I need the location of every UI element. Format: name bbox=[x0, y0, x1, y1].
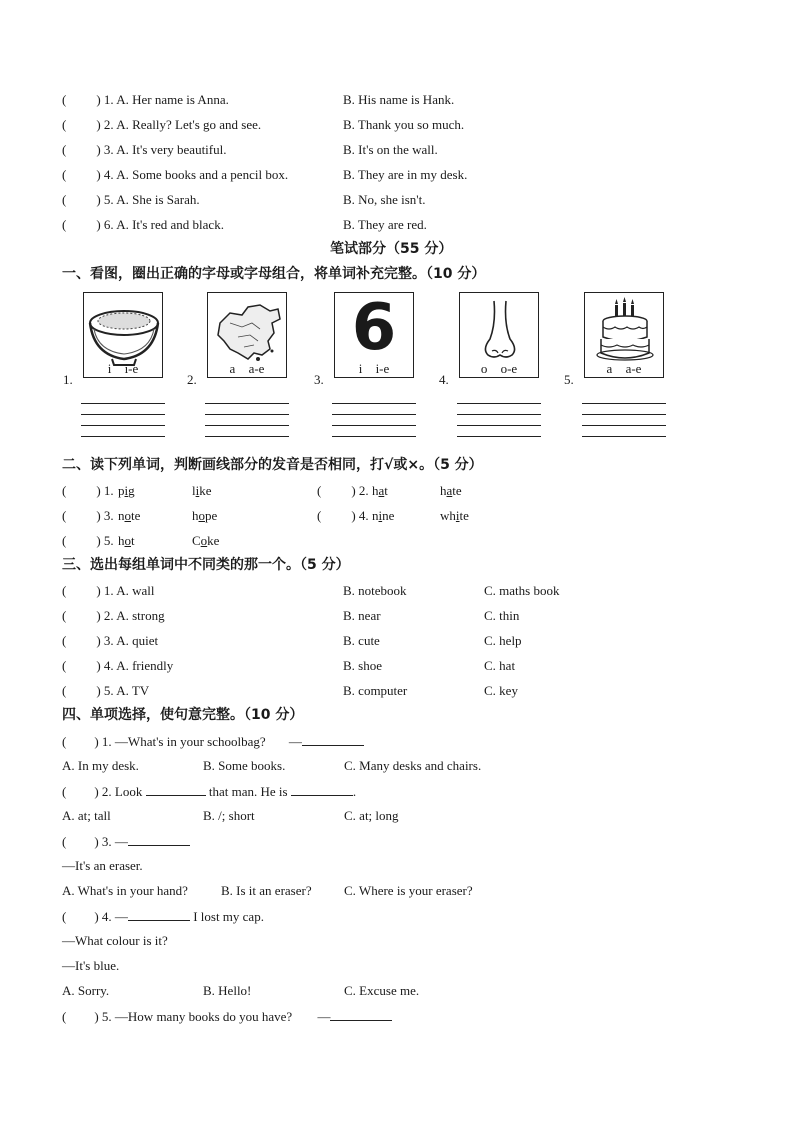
dash: — bbox=[317, 1009, 331, 1024]
option-a: ) 1. A. wall bbox=[96, 583, 155, 598]
option-a: ) 5. A. TV bbox=[96, 683, 150, 698]
written-part-title: 笔试部分（55 分） bbox=[330, 241, 453, 257]
answer-blank[interactable] bbox=[330, 1008, 392, 1021]
listening-question bbox=[62, 217, 224, 233]
item-number: ) 2. bbox=[351, 483, 369, 498]
number-six-glyph: 6 bbox=[351, 291, 397, 365]
letter-options[interactable]: a a-e bbox=[229, 361, 265, 376]
option-a: ) 3. A. It's very beautiful. bbox=[96, 142, 227, 157]
option-c: C. Where is your eraser? bbox=[344, 883, 473, 898]
bracket-open: ( bbox=[62, 734, 67, 749]
option-a: ) 4. A. friendly bbox=[96, 658, 174, 673]
question-stem: ) 4. — bbox=[94, 909, 128, 924]
pronunciation-item bbox=[62, 483, 114, 499]
bracket-open: ( bbox=[62, 633, 67, 648]
question-4-1 bbox=[62, 733, 364, 750]
word-2: hate bbox=[440, 483, 462, 498]
writing-lines[interactable] bbox=[582, 393, 666, 437]
bracket-open: ( bbox=[62, 217, 67, 232]
listening-question bbox=[62, 192, 200, 208]
bracket-open: ( bbox=[317, 508, 322, 523]
question-4-2 bbox=[62, 783, 356, 800]
letter-options[interactable]: i i-e bbox=[358, 361, 390, 376]
dialog-line: —What colour is it? bbox=[62, 933, 168, 948]
pronunciation-item bbox=[317, 508, 369, 524]
option-b: B. Hello! bbox=[203, 983, 252, 998]
picture-card bbox=[83, 292, 163, 378]
option-c: C. thin bbox=[484, 608, 520, 623]
word-2: like bbox=[192, 483, 212, 498]
option-a: A. Sorry. bbox=[62, 983, 110, 998]
classify-item bbox=[62, 608, 165, 624]
letter-options[interactable]: o o-e bbox=[480, 361, 518, 376]
pronunciation-item bbox=[62, 533, 114, 549]
listening-question bbox=[62, 167, 288, 183]
bracket-open: ( bbox=[62, 683, 67, 698]
word-2: white bbox=[440, 508, 469, 523]
option-b: B. No, she isn't. bbox=[343, 192, 426, 207]
answer-blank[interactable] bbox=[302, 733, 364, 746]
option-a: ) 6. A. It's red and black. bbox=[96, 217, 224, 232]
bracket-open: ( bbox=[62, 1009, 67, 1024]
item-number: ) 3. bbox=[96, 508, 114, 523]
option-b: B. They are in my desk. bbox=[343, 167, 468, 182]
period: . bbox=[352, 784, 357, 799]
question-stem: ) 2. Look bbox=[94, 784, 143, 799]
listening-question bbox=[62, 117, 261, 133]
picture-number: 2. bbox=[187, 372, 197, 387]
section1-title: 一、看图，圈出正确的字母或字母组合，将单词补充完整。（10 分） bbox=[62, 266, 486, 282]
listening-question bbox=[62, 92, 229, 108]
question-stem: ) 1. —What's in your schoolbag? bbox=[94, 734, 266, 749]
dash: — bbox=[288, 734, 302, 749]
bracket-open: ( bbox=[62, 167, 67, 182]
picture-card bbox=[334, 292, 414, 378]
option-a: ) 4. A. Some books and a pencil box. bbox=[96, 167, 289, 182]
option-a: ) 2. A. strong bbox=[96, 608, 165, 623]
word-2: hope bbox=[192, 508, 218, 523]
bracket-open: ( bbox=[62, 117, 67, 132]
option-b: B. It's on the wall. bbox=[343, 142, 438, 157]
option-c: C. maths book bbox=[484, 583, 560, 598]
dialog-line: —It's blue. bbox=[62, 958, 120, 973]
classify-item bbox=[62, 683, 149, 699]
option-c: C. key bbox=[484, 683, 518, 698]
answer-blank[interactable] bbox=[146, 783, 206, 796]
word-1: note bbox=[118, 508, 141, 523]
option-b: B. His name is Hank. bbox=[343, 92, 455, 107]
option-b: B. computer bbox=[343, 683, 408, 698]
question-stem-2: that man. He is bbox=[208, 784, 288, 799]
question-stem-2: I lost my cap. bbox=[193, 909, 264, 924]
option-c: C. at; long bbox=[344, 808, 399, 823]
item-number: ) 1. bbox=[96, 483, 114, 498]
option-b: B. Is it an eraser? bbox=[221, 883, 312, 898]
option-b: B. cute bbox=[343, 633, 380, 648]
letter-options[interactable]: a a-e bbox=[606, 361, 642, 376]
bracket-open: ( bbox=[62, 658, 67, 673]
bracket-open: ( bbox=[62, 784, 67, 799]
answer-blank[interactable] bbox=[291, 783, 353, 796]
picture-card bbox=[584, 292, 664, 378]
question-4-3 bbox=[62, 833, 190, 850]
picture-card bbox=[207, 292, 287, 378]
word-2: Coke bbox=[192, 533, 220, 548]
option-a: ) 1. A. Her name is Anna. bbox=[96, 92, 229, 107]
item-number: ) 5. bbox=[96, 533, 114, 548]
classify-item bbox=[62, 583, 154, 599]
classify-item bbox=[62, 633, 158, 649]
bracket-open: ( bbox=[62, 583, 67, 598]
word-1: pig bbox=[118, 483, 135, 498]
bracket-open: ( bbox=[62, 92, 67, 107]
option-c: C. hat bbox=[484, 658, 516, 673]
option-a: A. at; tall bbox=[62, 808, 111, 823]
picture-number: 5. bbox=[564, 372, 574, 387]
section2-title: 二、读下列单词，判断画线部分的发音是否相同，打√或×。（5 分） bbox=[62, 457, 483, 473]
answer-blank[interactable] bbox=[128, 833, 190, 846]
option-b: B. Thank you so much. bbox=[343, 117, 465, 132]
question-4-4 bbox=[62, 908, 264, 925]
option-a: ) 3. A. quiet bbox=[96, 633, 159, 648]
bracket-open: ( bbox=[317, 483, 322, 498]
option-c: C. Excuse me. bbox=[344, 983, 420, 998]
dialog-line: —It's an eraser. bbox=[62, 858, 143, 873]
writing-lines[interactable] bbox=[332, 393, 416, 437]
picture-number: 3. bbox=[314, 372, 324, 387]
option-a: ) 2. A. Really? Let's go and see. bbox=[96, 117, 262, 132]
option-b: B. near bbox=[343, 608, 381, 623]
picture-card bbox=[459, 292, 539, 378]
writing-lines[interactable] bbox=[81, 393, 165, 437]
pronunciation-item bbox=[317, 483, 369, 499]
picture-number: 4. bbox=[439, 372, 449, 387]
bracket-open: ( bbox=[62, 533, 67, 548]
word-1: hat bbox=[372, 483, 388, 498]
question-stem: ) 3. — bbox=[94, 834, 128, 849]
section3-title: 三、选出每组单词中不同类的那一个。（5 分） bbox=[62, 557, 350, 573]
word-1: nine bbox=[372, 508, 395, 523]
bracket-open: ( bbox=[62, 192, 67, 207]
bracket-open: ( bbox=[62, 508, 67, 523]
question-4-5 bbox=[62, 1008, 392, 1025]
option-b: B. /; short bbox=[203, 808, 255, 823]
bracket-open: ( bbox=[62, 909, 67, 924]
item-number: ) 4. bbox=[351, 508, 369, 523]
option-b: B. shoe bbox=[343, 658, 382, 673]
option-a: A. What's in your hand? bbox=[62, 883, 188, 898]
bracket-open: ( bbox=[62, 608, 67, 623]
listening-question bbox=[62, 142, 227, 158]
option-a: A. In my desk. bbox=[62, 758, 139, 773]
section4-title: 四、单项选择，使句意完整。（10 分） bbox=[62, 707, 304, 723]
option-a: ) 5. A. She is Sarah. bbox=[96, 192, 200, 207]
question-stem: ) 5. —How many books do you have? bbox=[94, 1009, 293, 1024]
option-b: B. They are red. bbox=[343, 217, 427, 232]
bracket-open: ( bbox=[62, 483, 67, 498]
writing-lines[interactable] bbox=[457, 393, 541, 437]
answer-blank[interactable] bbox=[128, 908, 190, 921]
option-b: B. Some books. bbox=[203, 758, 286, 773]
classify-item bbox=[62, 658, 173, 674]
bracket-open: ( bbox=[62, 142, 67, 157]
word-1: hot bbox=[118, 533, 135, 548]
option-c: C. help bbox=[484, 633, 522, 648]
picture-number: 1. bbox=[63, 372, 73, 387]
pronunciation-item bbox=[62, 508, 114, 524]
bracket-open: ( bbox=[62, 834, 67, 849]
option-b: B. notebook bbox=[343, 583, 407, 598]
writing-lines[interactable] bbox=[205, 393, 289, 437]
letter-options[interactable]: i i-e bbox=[107, 361, 139, 376]
option-c: C. Many desks and chairs. bbox=[344, 758, 482, 773]
